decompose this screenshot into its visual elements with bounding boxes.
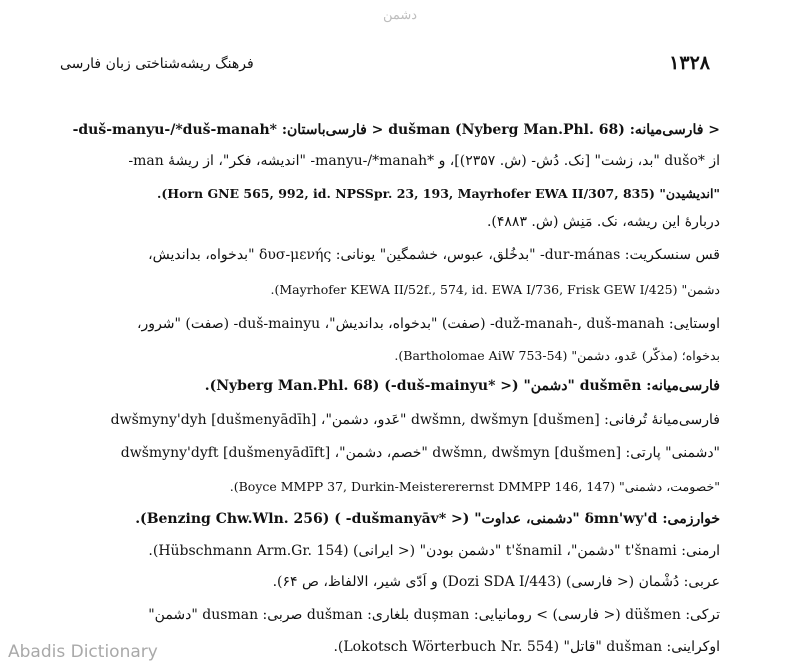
entry-line-13: خوارزمی: δmn'wy'd "دشمنی، عداوت" (< *dušmanyāv- ) (Benzing Chw.Wln. 256).	[135, 511, 720, 527]
entry-line-12: "خصومت، دشمنی" (Boyce MMPP 37, Durkin-Meistererernst DMMPP 146, 147).	[229, 479, 720, 494]
entry-line-7: اوستایی: duž-manah-, duš-manah- (صفت) "بدخواه، بداندیش"، duš-mainyu- (صفت) "شرور،	[137, 316, 720, 332]
entry-line-9: فارسی‌میانه: dušmēn "دشمن" (< *duš-mainyu-) (Nyberg Man.Phl. 68).	[204, 378, 720, 394]
watermark: Abadis Dictionary	[8, 642, 158, 662]
entry-line-15: عربی: دُشْمان (< فارسی) (Dozi SDA I/443) و اَدّی شیر، الالفاظ، ص ۶۴).	[272, 574, 720, 590]
running-title: فرهنگ ریشه‌شناختی زبان فارسی	[60, 56, 254, 72]
entry-line-1: < فارسی‌میانه: dušman (Nyberg Man.Phl. 68) < فارسی‌باستان: *duš-manyu-/*duš-manah-	[72, 122, 720, 138]
entry-line-6: دشمن" (Mayrhofer KEWA II/52f., 574, id. EWA I/736, Frisk GEW I/425).	[270, 282, 720, 297]
entry-line-16: ترکی: düšmen (< فارسی) > رومانیایی: dușman بلغاری: dušman صربی: dusman "دشمن"	[148, 607, 720, 623]
entry-line-4: دربارهٔ این ریشه، نک. مَنِش (ش. ۴۸۸۳).	[486, 214, 720, 230]
entry-line-14: ارمنی: t'šnami "دشمن"، t'šnamil "دشمن بودن" (< ایرانی) (Hübschmann Arm.Gr. 154).	[148, 543, 720, 559]
entry-line-8: بدخواه؛ (مذکّر) عَدو، دشمن" (Bartholomae AiW 753-54).	[394, 348, 720, 363]
page-header	[60, 52, 710, 78]
entry-line-11: "دشمنی" پارتی: dwšmn, dwšmyn [dušmen] "خصم، دشمن"، dwšmyny'dyft [dušmenyādīft]	[120, 445, 720, 461]
page-number: ۱۳۲۸	[669, 52, 710, 74]
entry-line-17: اوکراینی: dušman "قاتل" (Lokotsch Wörterbuch Nr. 554).	[333, 639, 720, 655]
entry-line-2: از *dušo "بد، زشت" [نک. دُش- (ش. ۲۳۵۷)]، و *manyu-/*manah- "اندیشه، فکر"، از ریشهٔ man-	[128, 153, 720, 169]
entry-line-5: قس سنسکریت: dur-mánas- "بدخُلق، عبوس، خشمگین" یونانی: δυσ-μενής "بدخواه، بداندیش،	[148, 247, 720, 263]
page-heading-word: دشمن	[382, 8, 418, 23]
entry-line-3: "اندیشیدن" (Horn GNE 565, 992, id. NPSSpr. 23, 193, Mayrhofer EWA II/307, 835).	[157, 186, 720, 201]
entry-line-10: فارسی‌میانهٔ تُرفانی: dwšmn, dwšmyn [dušmen] "عَدو، دشمن"، dwšmyny'dyh [dušmenyādīh]	[110, 412, 720, 428]
